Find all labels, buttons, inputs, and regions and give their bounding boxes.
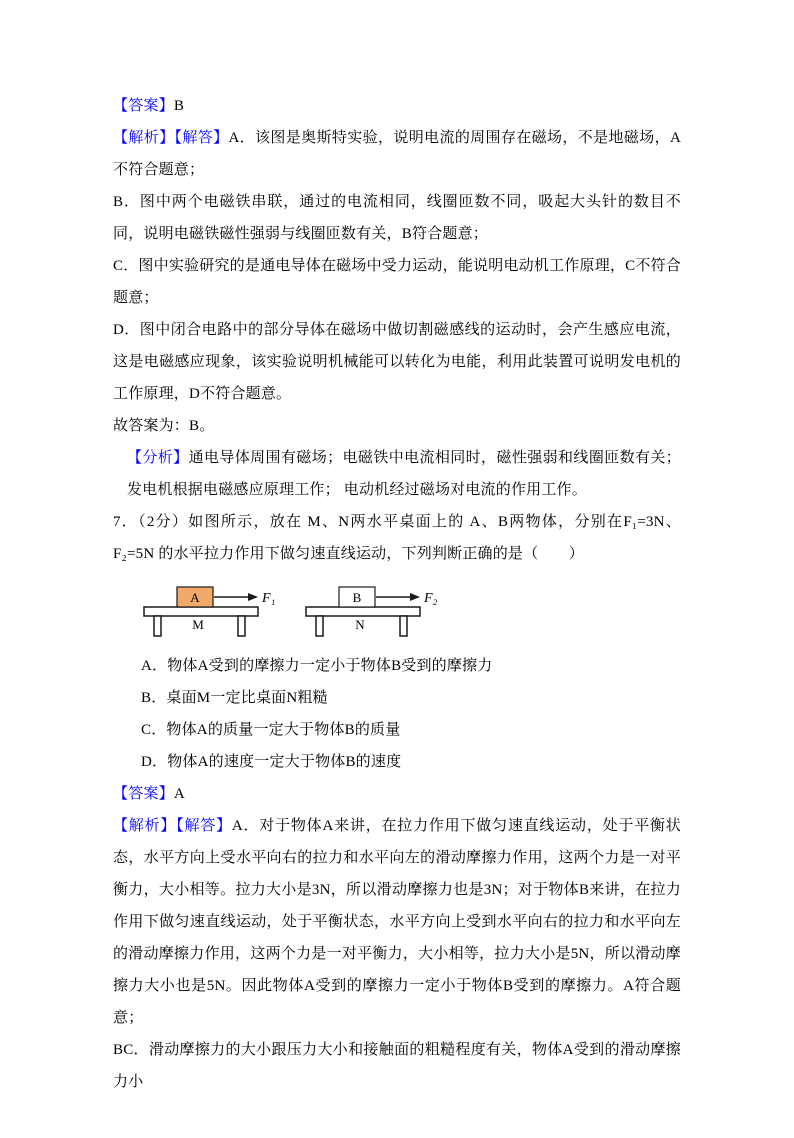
- block-a-label: A: [190, 590, 200, 605]
- q6-jiexi-label: 【解析】: [113, 130, 175, 146]
- q7-jiexi-label: 【解析】: [113, 818, 177, 834]
- q7-answer-label: 【答案】: [113, 786, 174, 802]
- q7-option-c: C．物体A的质量一定大于物体B的质量: [141, 722, 401, 738]
- q7-option-b: B．桌面M一定比桌面N粗糙: [141, 690, 328, 706]
- q6-conclusion-text: 故答案为：B。: [113, 418, 215, 434]
- physics-diagram: [140, 576, 470, 642]
- q7-answer-line: [113, 778, 681, 810]
- q7-option-d: D．物体A的速度一定大于物体B的速度: [141, 754, 402, 770]
- q7-analysis-a-text: A．对于物体A来讲，在拉力作用下做匀速直线运动，处于平衡状态，水平方向上受水平向右的拉力和水平向左的滑动摩擦力作用，这两个力是一对平衡力，大小相等。拉力大小是3N，所以滑动摩擦力也是3N；对于物体B来讲，在拉力作用下做匀速直线运动，处于平衡状态，水平方向上受到水平向右的拉力和水平向左的滑动摩擦力作用，这两个力是一对平衡力，大小相等，拉力大小是5N，所以滑动摩擦力大小也是5N。因此物体A受到的摩擦力一定小于物体B受到的摩擦力。A符合题意；: [113, 818, 681, 1026]
- block-b-label: B: [352, 590, 362, 605]
- q6-fenxi-text: 通电导体周围有磁场；电磁铁中电流相同时，磁性强弱和线圈匝数有关；发电机根据电磁感应原理工作； 电动机经过磁场对电流的作用工作。: [127, 450, 681, 498]
- force-2-arrow: [376, 593, 420, 601]
- force-1-label: F₁: [262, 591, 276, 606]
- q6-analysis-point-a: [113, 122, 681, 186]
- q7-stem-text: 7．（2分）如图所示，放在 M、N两水平桌面上的 A、B两物体，分别在F₁=3N、F₂=5N 的水平拉力作用下做匀速直线运动，下列判断正确的是（ ）: [113, 514, 681, 562]
- q6-answer-value: B: [173, 98, 185, 114]
- q6-answer-label: 【答案】: [113, 98, 174, 114]
- table-m-label: M: [192, 617, 204, 632]
- force-1-arrow: [214, 593, 258, 601]
- q7-option-a: A．物体A受到的摩擦力一定小于物体B受到的摩擦力: [141, 658, 493, 674]
- q6-point-d-text: D．图中闭合电路中的部分导体在磁场中做切割磁感线的运动时，会产生感应电流，这是电磁感应现象，该实验说明机械能可以转化为电能，利用此装置可说明发电机的工作原理，D不符合题意。: [113, 322, 681, 402]
- q7-analysis-a: [113, 810, 681, 1034]
- table-n: [306, 607, 420, 636]
- q6-conclusion: [113, 410, 681, 442]
- force-2-label: F₂: [424, 591, 438, 606]
- q6-analysis-point-b: [113, 186, 681, 250]
- q7-answer-value: A: [173, 786, 185, 802]
- q6-answer-line: [113, 90, 681, 122]
- q6-point-b-text: B．图中两个电磁铁串联，通过的电流相同，线圈匝数不同，吸起大头针的数目不同，说明电磁铁磁性强弱与线圈匝数有关，B符合题意；: [113, 194, 681, 242]
- q6-jieda-label: 【解答】: [174, 130, 229, 146]
- q7-analysis-bc-text: BC．滑动摩擦力的大小跟压力大小和接触面的粗糙程度有关，物体A受到的滑动摩擦力小: [113, 1042, 681, 1090]
- q7-stem: [113, 506, 681, 570]
- q6-analysis-point-c: [113, 250, 681, 314]
- q7-jieda-label: 【解答】: [176, 818, 232, 834]
- q6-fenxi: [113, 442, 681, 506]
- q6-point-a-text: A．该图是奥斯特实验，说明电流的周围存在磁场，不是地磁场，A不符合题意；: [113, 130, 681, 178]
- q7-diagram-container: [140, 576, 681, 642]
- q7-options: [113, 650, 681, 778]
- q6-fenxi-label: 【分析】: [127, 450, 189, 466]
- table-m: [144, 607, 258, 636]
- q6-analysis-point-d: [113, 314, 681, 410]
- q7-analysis-bc: [113, 1034, 681, 1098]
- table-n-label: N: [355, 617, 365, 632]
- q6-point-c-text: C．图中实验研究的是通电导体在磁场中受力运动，能说明电动机工作原理，C不符合题意；: [113, 258, 681, 306]
